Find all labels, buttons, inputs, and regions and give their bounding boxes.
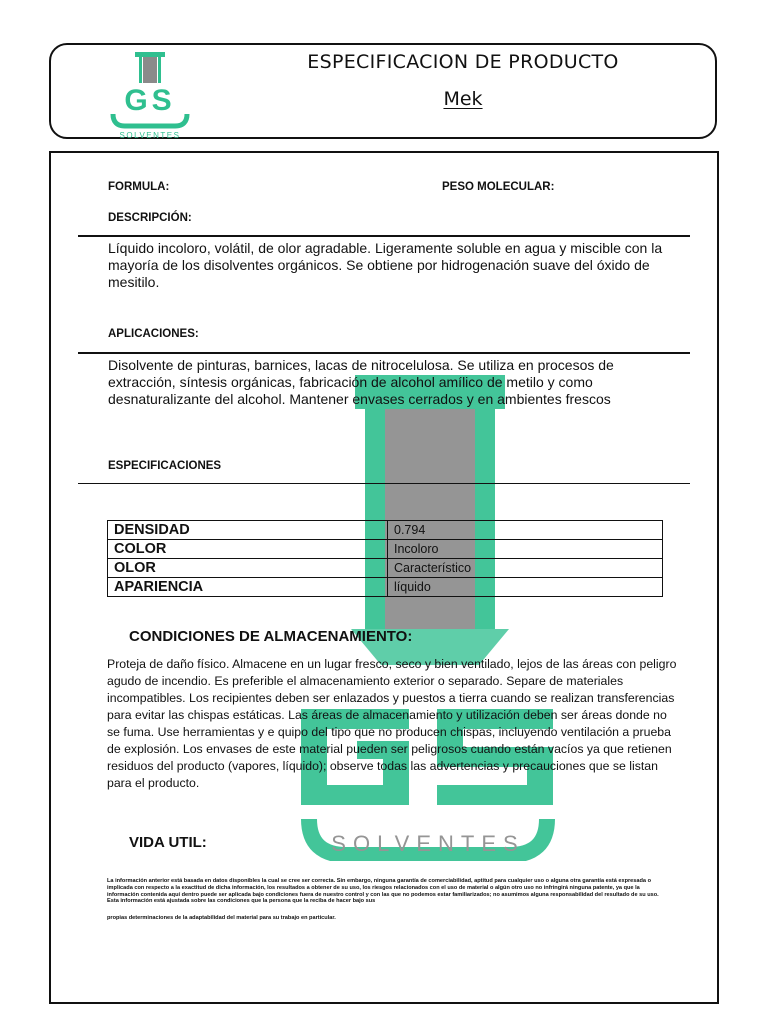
applications-text: Disolvente de pinturas, barnices, lacas de nitrocelulosa. Se utiliza en procesos de extracción, síntesis orgánicas, fabricación de alcohol amílico de metilo y como desnaturalizante del alcohol. Mantener envases cerrados y en ambientes frescos: [108, 357, 614, 407]
spec-key: OLOR: [108, 559, 388, 578]
specifications-label: ESPECIFICACIONES: [108, 460, 222, 472]
description-divider: [78, 235, 690, 237]
spec-value: 0.794: [388, 521, 663, 540]
specifications-divider: [78, 483, 690, 484]
logo-letters: GS: [124, 84, 176, 117]
formula-label: FORMULA:: [108, 181, 170, 193]
spec-key: APARIENCIA: [108, 578, 388, 597]
storage-text: Proteja de daño físico. Almacene en un lugar fresco, seco y bien ventilado, lejos de las áreas con peligro agudo de incendio. Es preferible el almacenamiento exterior o separado. Separe de materiales incompatibles. Los recipientes deben ser enlazados y puestos a tierra cuando se realizan transferencias para evitar las chispas estáticas. Las áreas de almacenamiento y utilización deben ser áreas donde no se fuma. Use herramientas y e quipo del tipo que no producen chispas, incluyendo ventilación a prueba de explosión. Los envases de este material pueden ser peligrosos cuando están vacíos ya que retienen residuos del producto (vapores, líquido); observe todas las advertencias y precauciones que se listan para el producto.: [107, 657, 677, 790]
table-row: [108, 578, 663, 597]
spec-key: COLOR: [108, 540, 388, 559]
disclaimer-last-line: propias determinaciones de la adaptabilidad del material para su trabajo en particular.: [107, 915, 336, 921]
spec-value: líquido: [388, 578, 663, 597]
logo-tagline: SOLVENTES: [119, 131, 181, 140]
description-label: DESCRIPCIÓN:: [108, 212, 192, 224]
shelf-life-heading: VIDA UTIL:: [129, 834, 207, 851]
spec-value: Incoloro: [388, 540, 663, 559]
storage-heading: CONDICIONES DE ALMACENAMIENTO:: [129, 628, 413, 645]
watermark-tagline: SOLVENTES: [331, 831, 525, 856]
spec-sheet-body: [49, 151, 719, 1004]
document-title: ESPECIFICACION DE PRODUCTO: [307, 51, 619, 73]
table-row: [108, 521, 663, 540]
header-box: [49, 43, 717, 139]
table-row: [108, 540, 663, 559]
table-row: [108, 559, 663, 578]
applications-label: APLICACIONES:: [108, 328, 199, 340]
company-logo: [105, 48, 195, 140]
spec-value: Característico: [388, 559, 663, 578]
specifications-table: [107, 520, 663, 597]
product-name: Mek: [443, 88, 483, 110]
applications-divider: [78, 352, 690, 354]
molecular-weight-label: PESO MOLECULAR:: [442, 181, 555, 193]
spec-key: DENSIDAD: [108, 521, 388, 540]
description-text: Líquido incoloro, volátil, de olor agradable. Ligeramente soluble en agua y miscible con la mayoría de los disolventes orgánicos. Se obtiene por hidrogenación suave del óxido de mesitilo.: [108, 240, 663, 290]
disclaimer-text: La información anterior está basada en datos disponibles la cual se cree ser correcta. Sin embargo, ninguna garantía de comerciabilidad, aptitud para cualquier uso o alguna otra garantía está expresada o implicada con respecto a la exactitud de dicha información, los resultados a obtener de su uso, los riesgos relacionados con el uso de material o algún otro uso no infringirá ninguna patente, ya que la información contenida aquí dentro puede ser aplicada bajo condiciones fuera de nuestro control y con las que no podemos estar familiarizados; no asumimos alguna responsabilidad del resultado de su uso. Esta información está ajustada sobre las condiciones que la persona que la reciba de hacer bajo sus: [107, 878, 659, 905]
